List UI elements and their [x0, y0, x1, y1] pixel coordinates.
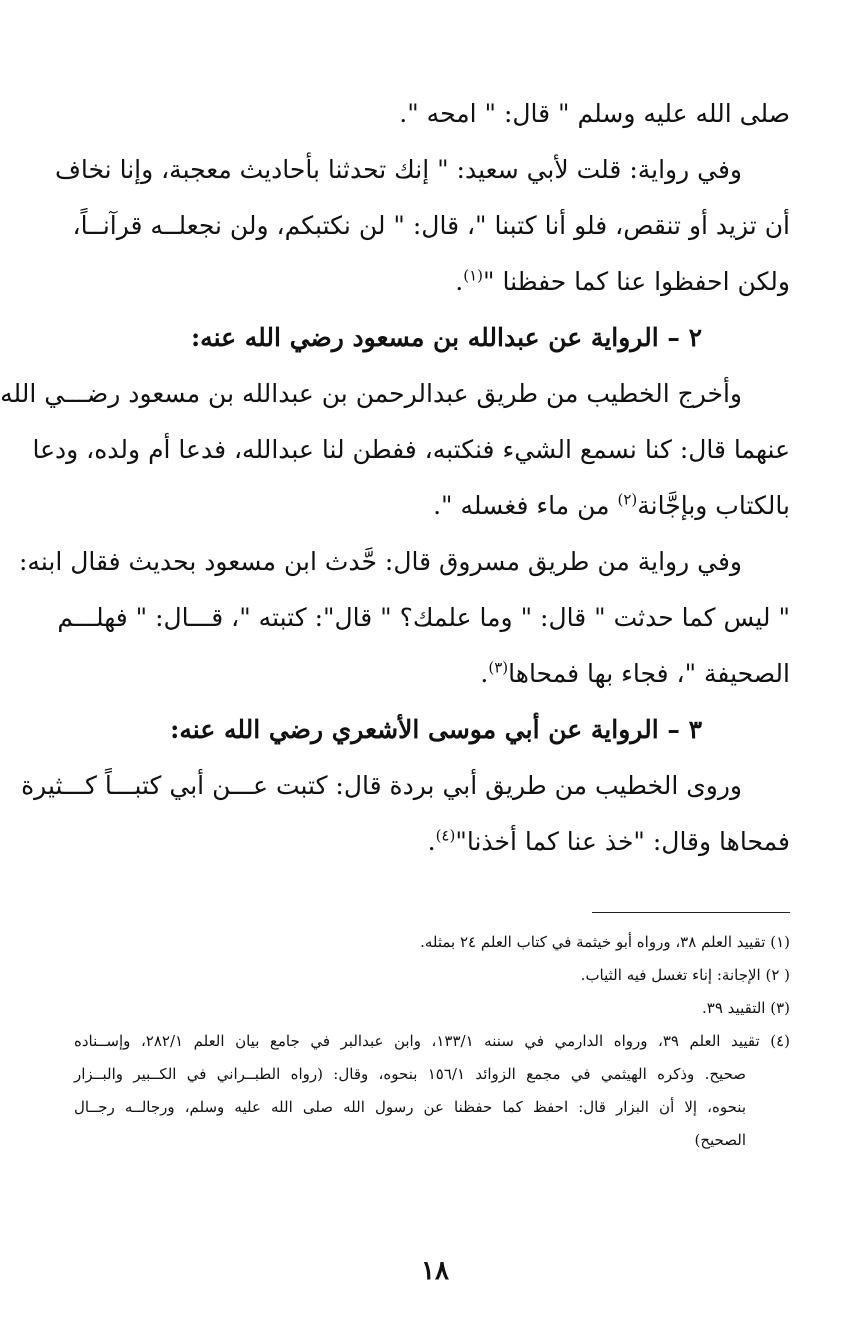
paragraph-line	[57, 590, 790, 646]
paragraph-line	[19, 534, 790, 590]
text-segment: .	[427, 827, 436, 856]
paragraph-line	[0, 366, 790, 422]
text-segment: فمحاها وقال: "خذ عنا كما أخذنا"	[455, 827, 790, 856]
footnote-4-line: بنحوه، إلا أن البزار قال: احفظ كما حفظنا عن رسول الله صلى الله عليه وسلم، ورجالــه رجــال	[74, 1098, 746, 1116]
text-segment: وروى الخطيب من طريق أبي بردة قال: كتبت عـــن أبي كتبـــاً كـــثيرة	[21, 771, 742, 800]
text-segment: ولكن احفظوا عنا كما حفظنا "	[483, 267, 790, 296]
main-text	[0, 86, 790, 870]
footnote-4-line: الصحيح)	[694, 1131, 746, 1149]
text-segment: الصحيفة "، فجاء بها فمحاها	[508, 659, 790, 688]
text-segment: وفي رواية: قلت لأبي سعيد: " إنك تحدثنا بأحاديث معجبة، وإنا نخاف	[55, 155, 742, 184]
text-segment: .	[455, 267, 464, 296]
footnote-4-line: (٤) تقييد العلم ٣٩، ورواه الدارمي في سننه ١٣٣/١، وابن عبدالبر في جامع بيان العلم ٢٨٢/١، وإســناده	[74, 1032, 790, 1050]
text-segment: أن تزيد أو تنقص، فلو أنا كتبنا "، قال: " لن نكتبكم، ولن نجعلــه قرآنــاً،	[72, 211, 790, 240]
footnote-2: ( ٢) الإجانة: إناء تغسل فيه الثياب.	[580, 966, 790, 984]
section-heading	[76, 310, 790, 366]
heading-text: ٣ – الرواية عن أبي موسى الأشعري رضي الله عنه:	[170, 715, 702, 744]
footnote-marker: (٤)	[435, 826, 456, 845]
text-segment: صلى الله عليه وسلم " قال: " امحه ".	[399, 99, 790, 128]
footnote-marker: (١)	[463, 266, 483, 285]
paragraph-line	[21, 758, 790, 814]
footnote-separator	[592, 912, 790, 913]
heading-text: ٢ – الرواية عن عبدالله بن مسعود رضي الله عنه:	[190, 323, 702, 352]
text-segment: عنهما قال: كنا نسمع الشيء فنكتبه، ففطن لنا عبدالله، فدعا أم ولده، ودعا	[32, 435, 790, 464]
footnote-1: (١) تقييد العلم ٣٨، ورواه أبو خيثمة في كتاب العلم ٢٤ بمثله.	[420, 933, 790, 951]
paragraph-line	[32, 422, 790, 478]
paragraph-line	[55, 142, 790, 198]
paragraph-line	[76, 814, 790, 870]
section-heading	[76, 702, 790, 758]
footnote-4-line: صحيح. وذكره الهيثمي في مجمع الزوائد ١٥٦/١ بنحوه، وقال: (رواه الطبــراني في الكــبير والبــزار	[74, 1065, 746, 1083]
footnote-marker: (٣)	[488, 658, 509, 677]
paragraph-line	[76, 254, 790, 310]
footnote-marker: (٢)	[617, 490, 638, 509]
paragraph-line	[76, 86, 790, 142]
text-segment: بالكتاب وبإجَّانة	[637, 491, 790, 520]
paragraph-line	[76, 646, 790, 702]
footnote-3: (٣) التقييد ٣٩.	[702, 999, 790, 1017]
text-segment: .	[480, 659, 489, 688]
text-segment: " ليس كما حدثت " قال: " وما علمك؟ " قال": كتبته "، قـــال: " فهلـــم	[57, 603, 790, 632]
paragraph-line	[72, 198, 790, 254]
page-number: ١٨	[421, 1256, 449, 1286]
text-segment: وفي رواية من طريق مسروق قال: حَّدث ابن مسعود بحديث فقال ابنه:	[19, 547, 742, 576]
footnotes	[74, 926, 790, 1157]
text-segment: من ماء فغسله ".	[433, 491, 618, 520]
text-segment: وأخرج الخطيب من طريق عبدالرحمن بن عبدالله بن مسعود رضـــي الله	[0, 379, 742, 408]
paragraph-line	[76, 478, 790, 534]
